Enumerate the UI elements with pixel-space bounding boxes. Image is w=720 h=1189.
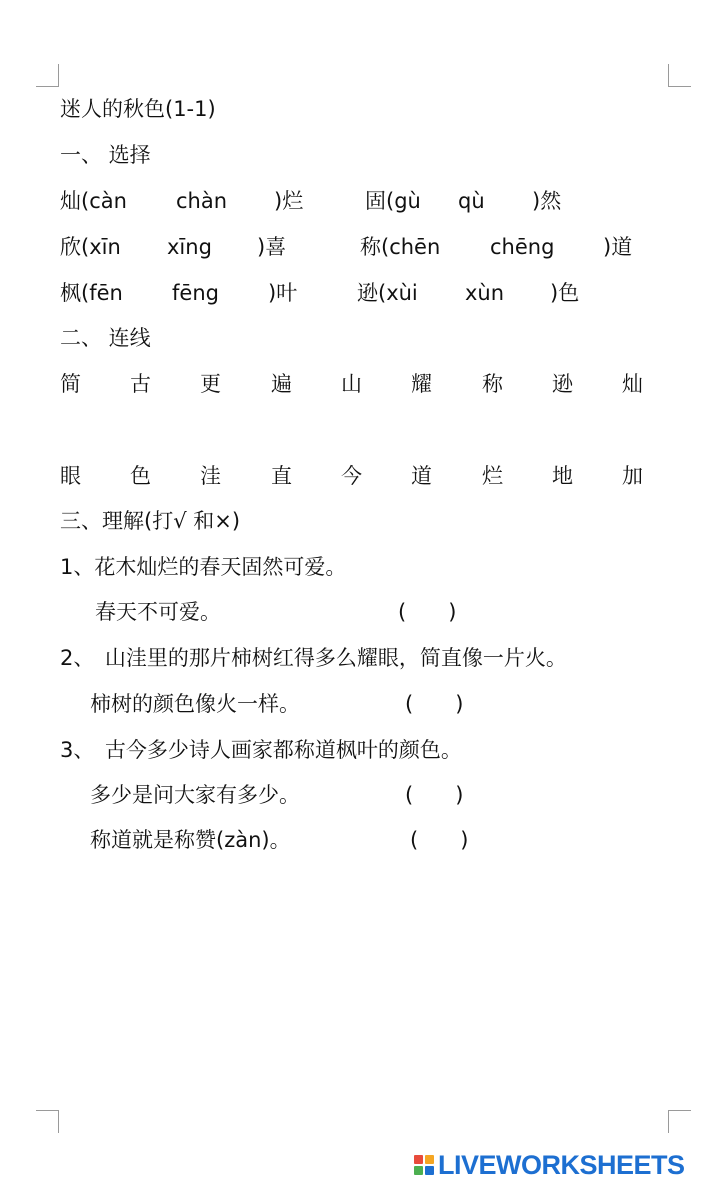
section2-heading: 二、 连线 (60, 326, 151, 350)
choice-item: 枫(fēn (60, 281, 123, 305)
question-sentence-3: 3、 古今多少诗人画家都称道枫叶的颜色。 (60, 738, 462, 762)
choice-item: )然 (532, 189, 562, 213)
choice-item: )喜 (257, 235, 287, 259)
answer-bracket[interactable]: ( ) (410, 828, 469, 852)
match-char-bottom[interactable]: 直 (271, 464, 292, 488)
crop-mark-bottom-right (668, 1110, 691, 1133)
choice-option[interactable]: chàn (176, 189, 228, 213)
choice-item: )道 (603, 235, 633, 259)
judgment-statement: 称道就是称赞(zàn)。 (90, 828, 291, 852)
match-char-top[interactable]: 灿 (622, 372, 643, 396)
crop-mark-bottom-left (36, 1110, 59, 1133)
crop-mark-top-left (36, 64, 59, 87)
match-char-bottom[interactable]: 眼 (60, 464, 81, 488)
match-char-top[interactable]: 简 (60, 372, 81, 396)
choice-item: )色 (550, 281, 580, 305)
match-char-top[interactable]: 山 (341, 372, 362, 396)
judgment-statement: 多少是问大家有多少。 (90, 783, 300, 807)
match-char-top[interactable]: 古 (130, 372, 151, 396)
section3-heading: 三、理解(打√ 和×) (60, 509, 241, 533)
judgment-statement: 柿树的颜色像火一样。 (90, 692, 300, 716)
choice-option[interactable]: chēng (490, 235, 555, 259)
match-char-top[interactable]: 耀 (411, 372, 432, 396)
choice-option[interactable]: xīng (167, 235, 212, 259)
match-char-bottom[interactable]: 烂 (482, 464, 503, 488)
match-char-bottom[interactable]: 地 (552, 464, 573, 488)
match-char-bottom[interactable]: 今 (341, 464, 362, 488)
answer-bracket[interactable]: ( ) (405, 692, 464, 716)
question-sentence-1: 1、花木灿烂的春天固然可爱。 (60, 555, 347, 579)
choice-item: )叶 (268, 281, 298, 305)
choice-item: 欣(xīn (60, 235, 121, 259)
match-char-bottom[interactable]: 色 (130, 464, 151, 488)
choice-item: )烂 (274, 189, 304, 213)
match-char-bottom[interactable]: 洼 (200, 464, 221, 488)
choice-item: 逊(xùi (357, 281, 418, 305)
match-char-bottom[interactable]: 加 (622, 464, 643, 488)
choice-option[interactable]: xùn (465, 281, 505, 305)
match-char-top[interactable]: 遍 (271, 372, 292, 396)
judgment-statement: 春天不可爱。 (95, 600, 221, 624)
crop-mark-top-right (668, 64, 691, 87)
logo-text: LIVEWORKSHEETS (438, 1149, 685, 1180)
question-sentence-2: 2、 山洼里的那片柿树红得多么耀眼，简直像一片火。 (60, 646, 567, 670)
worksheet-title: 迷人的秋色(1-1) (60, 97, 216, 121)
choice-item: 固(gù (365, 189, 421, 213)
section1-heading: 一、 选择 (60, 143, 151, 167)
liveworksheets-logo (414, 1150, 685, 1180)
choice-item: 称(chēn (360, 235, 441, 259)
choice-option[interactable]: qù (458, 189, 485, 213)
answer-bracket[interactable]: ( ) (398, 600, 457, 624)
logo-squares-icon (414, 1155, 434, 1175)
match-char-top[interactable]: 逊 (552, 372, 573, 396)
match-char-bottom[interactable]: 道 (411, 464, 432, 488)
choice-item: 灿(càn (60, 189, 127, 213)
answer-bracket[interactable]: ( ) (405, 783, 464, 807)
choice-option[interactable]: fēng (172, 281, 219, 305)
match-char-top[interactable]: 称 (482, 372, 503, 396)
match-char-top[interactable]: 更 (200, 372, 221, 396)
